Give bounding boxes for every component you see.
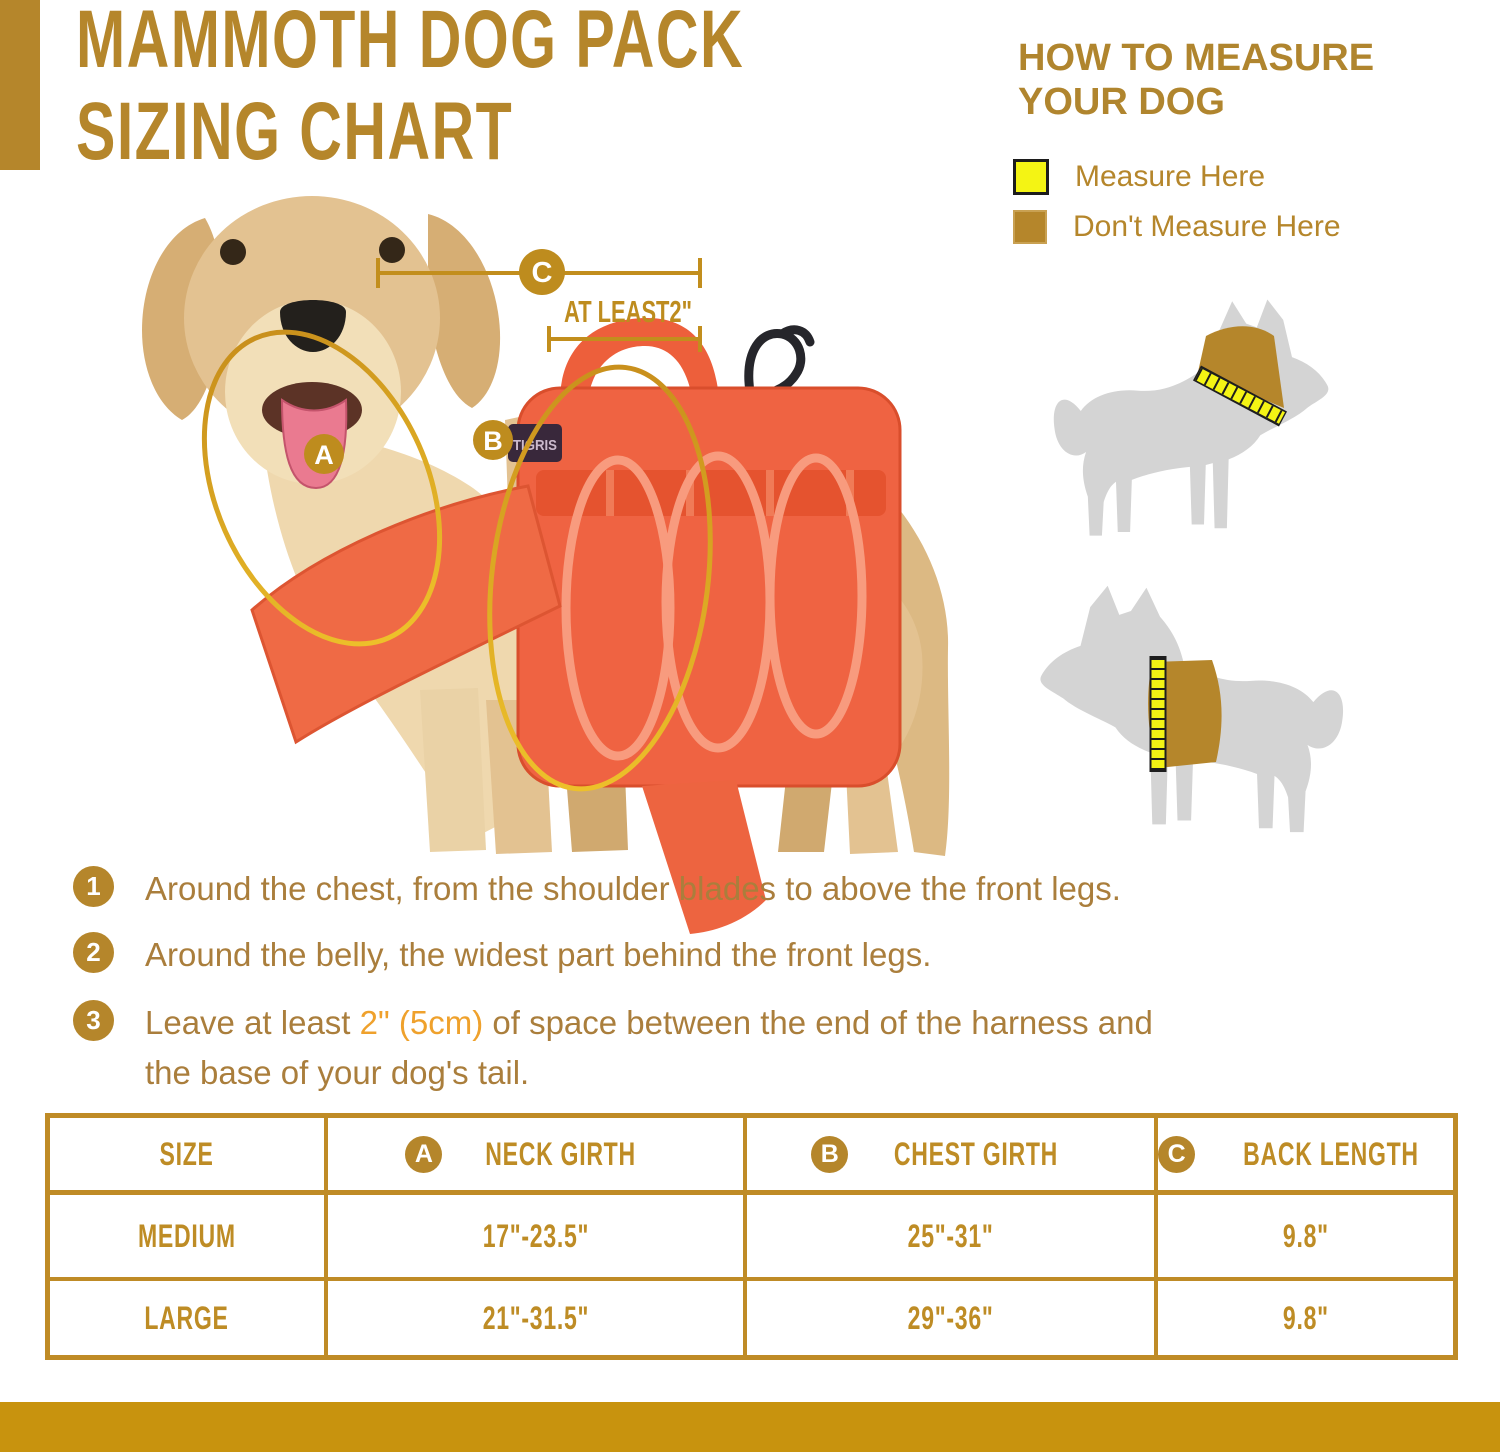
c-circle-icon: C bbox=[1158, 1136, 1195, 1173]
table-row-large bbox=[48, 1279, 1456, 1358]
legend-dont-measure-here bbox=[1013, 210, 1341, 244]
gap-note-text: AT LEAST2" bbox=[564, 294, 692, 329]
dog-eye-left bbox=[220, 239, 246, 265]
table-row-medium bbox=[48, 1193, 1456, 1280]
pack-leash-loop bbox=[749, 330, 810, 395]
dog-eye-right bbox=[379, 237, 405, 263]
measure-here-swatch bbox=[1013, 159, 1049, 195]
large-back-cell: 9.8" bbox=[1282, 1299, 1329, 1336]
header-size-label: SIZE bbox=[159, 1135, 214, 1172]
badge-a-letter: A bbox=[314, 440, 334, 470]
instruction-3-suffix: of space between the end of the harness and bbox=[483, 1004, 1153, 1041]
dont-measure-here-swatch bbox=[1013, 210, 1047, 244]
instruction-3-text bbox=[145, 998, 1153, 1098]
page-title bbox=[76, 0, 1004, 178]
instruction-2-badge: 2 bbox=[73, 932, 114, 973]
medium-neck-cell: 17"-23.5" bbox=[482, 1217, 589, 1254]
dog-photo bbox=[142, 196, 949, 934]
measure-here-label: Measure Here bbox=[1075, 160, 1266, 193]
a-circle-icon: A bbox=[405, 1136, 442, 1173]
legend-measure-here bbox=[1013, 160, 1265, 194]
size-table bbox=[45, 1113, 1458, 1360]
table-header-row bbox=[48, 1116, 1456, 1193]
bottom-accent-bar bbox=[0, 1402, 1500, 1452]
dog-front-leg-left bbox=[420, 688, 486, 852]
silhouette-neck-measure bbox=[1054, 299, 1329, 535]
instruction-3-prefix: Leave at least bbox=[145, 1004, 360, 1041]
how-to-measure-heading bbox=[1018, 36, 1374, 124]
how-to-line2: YOUR DOG bbox=[1018, 81, 1225, 123]
pack-brand-text: TIGRIS bbox=[513, 437, 557, 454]
instruction-3-highlight: 2" (5cm) bbox=[359, 1004, 484, 1041]
instruction-2-text: Around the belly, the widest part behind the front legs. bbox=[145, 936, 932, 973]
instruction-1-badge: 1 bbox=[73, 866, 114, 907]
page-title-line2: SIZING CHART bbox=[76, 86, 514, 177]
header-size bbox=[48, 1116, 326, 1193]
dont-measure-here-label: Don't Measure Here bbox=[1073, 210, 1341, 243]
header-chest-girth-label: CHEST GIRTH bbox=[894, 1135, 1059, 1172]
header-back-length bbox=[1156, 1116, 1455, 1193]
large-size-cell: LARGE bbox=[144, 1299, 229, 1336]
title-accent-bar bbox=[0, 0, 40, 170]
silhouette-belly-measure bbox=[1040, 586, 1343, 832]
instruction-1-text: Around the chest, from the shoulder blades to above the front legs. bbox=[145, 870, 1121, 907]
badge-b-letter: B bbox=[483, 426, 503, 456]
b-circle-icon: B bbox=[811, 1136, 848, 1173]
header-neck-girth-label: NECK GIRTH bbox=[485, 1135, 637, 1172]
page-title-line1: MAMMOTH DOG PACK bbox=[76, 0, 745, 85]
header-chest-girth bbox=[745, 1116, 1156, 1193]
how-to-line1: HOW TO MEASURE bbox=[1018, 37, 1375, 79]
large-chest-cell: 29"-36" bbox=[907, 1299, 994, 1336]
badge-c-letter: C bbox=[531, 257, 553, 289]
instruction-3-line1 bbox=[145, 998, 1153, 1048]
header-back-length-label: BACK LENGTH bbox=[1243, 1135, 1419, 1172]
medium-back-cell: 9.8" bbox=[1282, 1217, 1329, 1254]
header-neck-girth bbox=[326, 1116, 746, 1193]
medium-size-cell: MEDIUM bbox=[137, 1217, 236, 1254]
instruction-3-badge: 3 bbox=[73, 1000, 114, 1041]
instruction-3-line2: the base of your dog's tail. bbox=[145, 1054, 530, 1091]
large-neck-cell: 21"-31.5" bbox=[482, 1299, 589, 1336]
medium-chest-cell: 25"-31" bbox=[907, 1217, 994, 1254]
